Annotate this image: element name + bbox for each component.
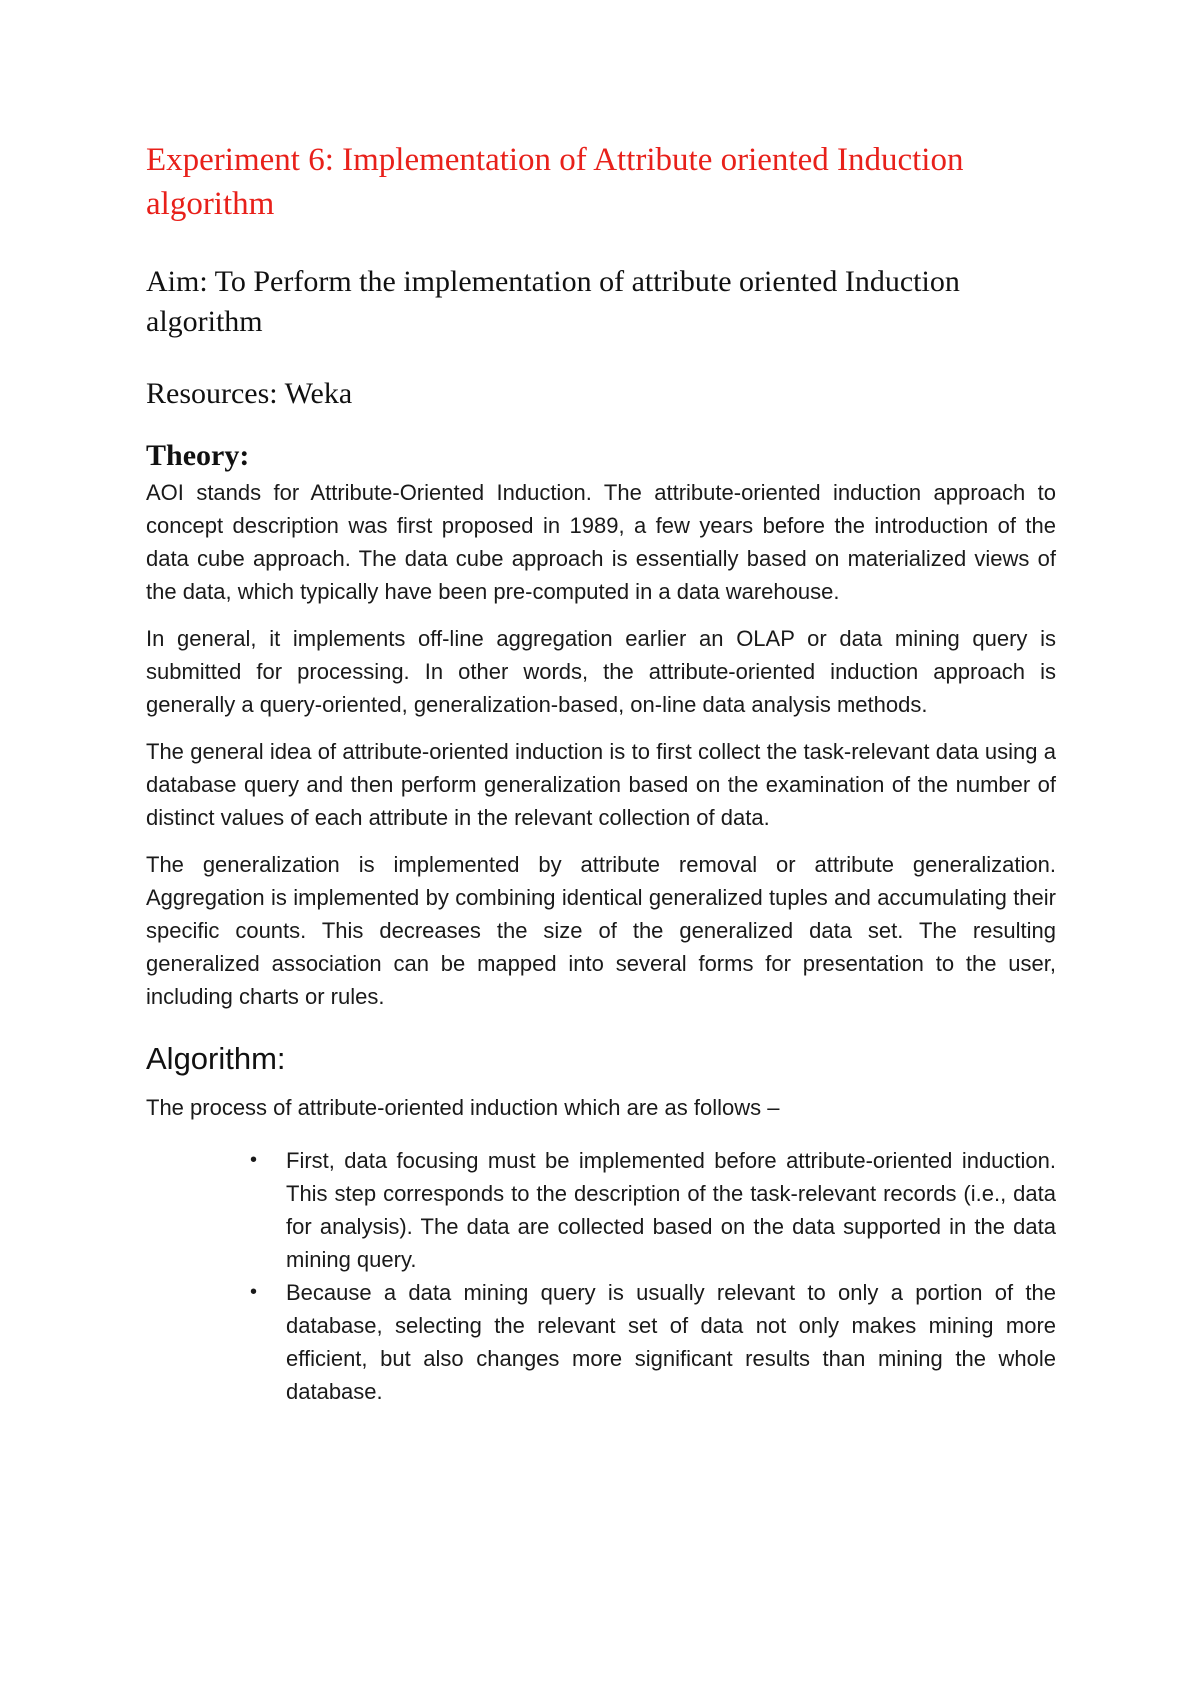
bullet-icon: • <box>250 1281 258 1303</box>
algorithm-intro: The process of attribute-oriented induction which are as follows – <box>146 1095 780 1120</box>
theory-paragraph: In general, it implements off-line aggregation earlier an OLAP or data mining query is submitted for processing. In other words, the attribute-oriented induction approach is generally a query-oriented, generalization-based, on-line data analysis methods. <box>146 626 1056 717</box>
theory-heading: Theory: <box>146 439 250 472</box>
bullet-icon: • <box>250 1149 258 1171</box>
list-item <box>250 1144 1056 1276</box>
theory-paragraph: AOI stands for Attribute-Oriented Induction. The attribute-oriented induction approach to concept description was first proposed in 1989, a few years before the introduction of the data cube approach. The data cube approach is essentially based on materialized views of the data, which typically have been pre-computed in a data warehouse. <box>146 480 1056 604</box>
theory-section <box>146 476 1056 1013</box>
resources-line: Resources: Weka <box>146 377 353 410</box>
algorithm-step-text: Because a data mining query is usually relevant to only a portion of the database, selecting the relevant set of data not only makes mining more efficient, but also changes more significant results than mining the whole database. <box>286 1280 1056 1404</box>
algorithm-heading: Algorithm: <box>146 1041 286 1076</box>
experiment-title: Experiment 6: Implementation of Attribute oriented Induction algorithm <box>146 142 964 222</box>
algorithm-steps-list <box>146 1144 1056 1408</box>
list-item <box>250 1276 1056 1408</box>
theory-paragraph: The general idea of attribute-oriented induction is to first collect the task-relevant data using a database query and then perform generalization based on the examination of the number of distinct values of each attribute in the relevant collection of data. <box>146 739 1056 830</box>
aim-statement: Aim: To Perform the implementation of attribute oriented Induction algorithm <box>146 265 960 338</box>
theory-paragraph: The generalization is implemented by attribute removal or attribute generalization. Aggregation is implemented by combining identical generalized tuples and accumulating their specific counts. This decreases the size of the generalized data set. The resulting generalized association can be mapped into several forms for presentation to the user, including charts or rules. <box>146 852 1056 1009</box>
algorithm-step-text: First, data focusing must be implemented before attribute-oriented induction. This step corresponds to the description of the task-relevant records (i.e., data for analysis). The data are collected based on the data supported in the data mining query. <box>286 1148 1056 1272</box>
document-body <box>146 138 1056 1408</box>
